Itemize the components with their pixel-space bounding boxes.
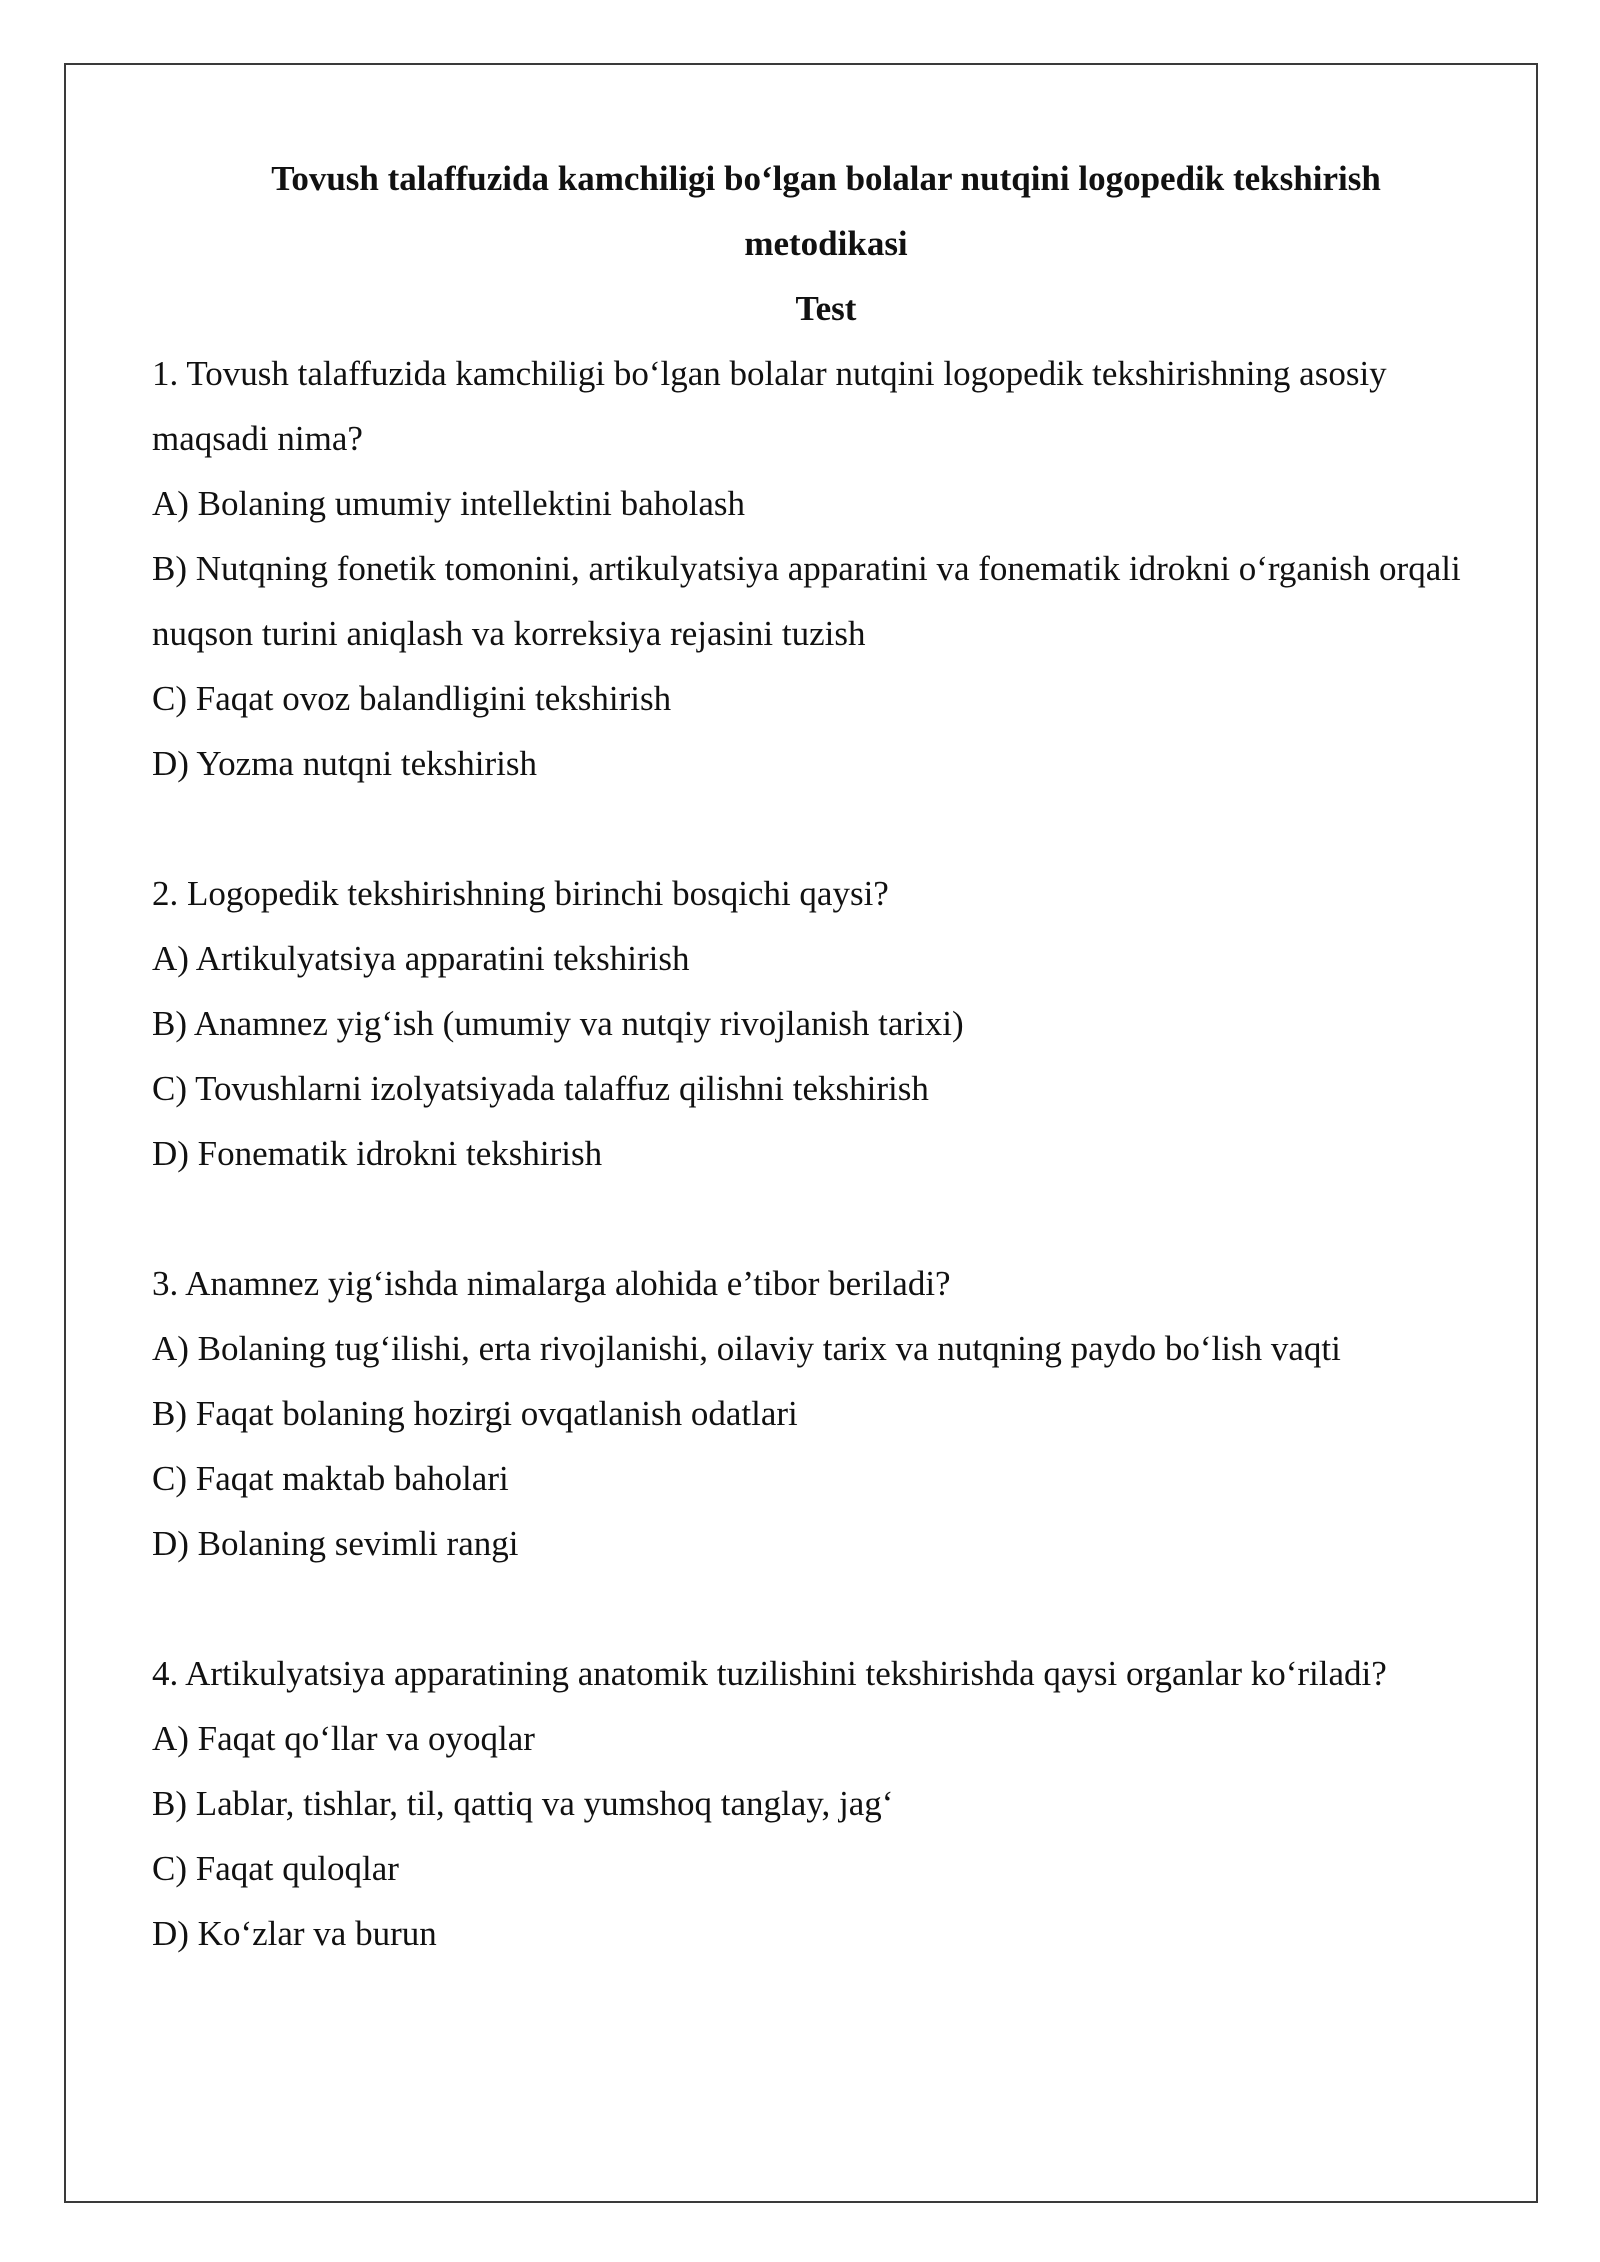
question-block-4 <box>152 1641 1500 1966</box>
document-title-line-1: Tovush talaffuzida kamchiligi bo‘lgan bolalar nutqini logopedik tekshirish <box>271 159 1381 198</box>
question-text: 1. Tovush talaffuzida kamchiligi bo‘lgan bolalar nutqini logopedik tekshirishning asosiy maqsadi nima? <box>152 354 1387 458</box>
question-text: 2. Logopedik tekshirishning birinchi bosqichi qaysi? <box>152 874 889 913</box>
answer-option: B) Nutqning fonetik tomonini, artikulyatsiya apparatini va fonematik idrokni o‘rganish orqali nuqson turini aniqlash va korreksiya rejasini tuzish <box>152 549 1461 653</box>
question-block-2 <box>152 861 1500 1186</box>
answer-option: A) Bolaning umumiy intellektini baholash <box>152 484 745 523</box>
document-subtitle: Test <box>795 289 857 328</box>
spacer <box>152 1576 1500 1641</box>
answer-option: C) Faqat maktab baholari <box>152 1459 509 1498</box>
answer-option: A) Faqat qo‘llar va oyoqlar <box>152 1719 535 1758</box>
answer-option: B) Faqat bolaning hozirgi ovqatlanish odatlari <box>152 1394 798 1433</box>
question-block-3 <box>152 1251 1500 1576</box>
answer-option: B) Anamnez yig‘ish (umumiy va nutqiy rivojlanish tarixi) <box>152 1004 964 1043</box>
question-text: 4. Artikulyatsiya apparatining anatomik tuzilishini tekshirishda qaysi organlar ko‘riladi? <box>152 1654 1387 1693</box>
question-block-1 <box>152 341 1500 796</box>
document-title-line-2: metodikasi <box>744 224 908 263</box>
spacer <box>152 1186 1500 1251</box>
answer-option: D) Bolaning sevimli rangi <box>152 1524 519 1563</box>
answer-option: A) Artikulyatsiya apparatini tekshirish <box>152 939 690 978</box>
answer-option: D) Fonematik idrokni tekshirish <box>152 1134 603 1173</box>
answer-option: C) Faqat quloqlar <box>152 1849 399 1888</box>
answer-option: C) Faqat ovoz balandligini tekshirish <box>152 679 672 718</box>
answer-option: A) Bolaning tug‘ilishi, erta rivojlanishi, oilaviy tarix va nutqning paydo bo‘lish vaqti <box>152 1329 1341 1368</box>
answer-option: D) Ko‘zlar va burun <box>152 1914 437 1953</box>
answer-option: B) Lablar, tishlar, til, qattiq va yumshoq tanglay, jag‘ <box>152 1784 894 1823</box>
document-body <box>152 146 1500 1966</box>
answer-option: C) Tovushlarni izolyatsiyada talaffuz qilishni tekshirish <box>152 1069 929 1108</box>
question-text: 3. Anamnez yig‘ishda nimalarga alohida e’tibor beriladi? <box>152 1264 951 1303</box>
answer-option: D) Yozma nutqni tekshirish <box>152 744 537 783</box>
spacer <box>152 796 1500 861</box>
